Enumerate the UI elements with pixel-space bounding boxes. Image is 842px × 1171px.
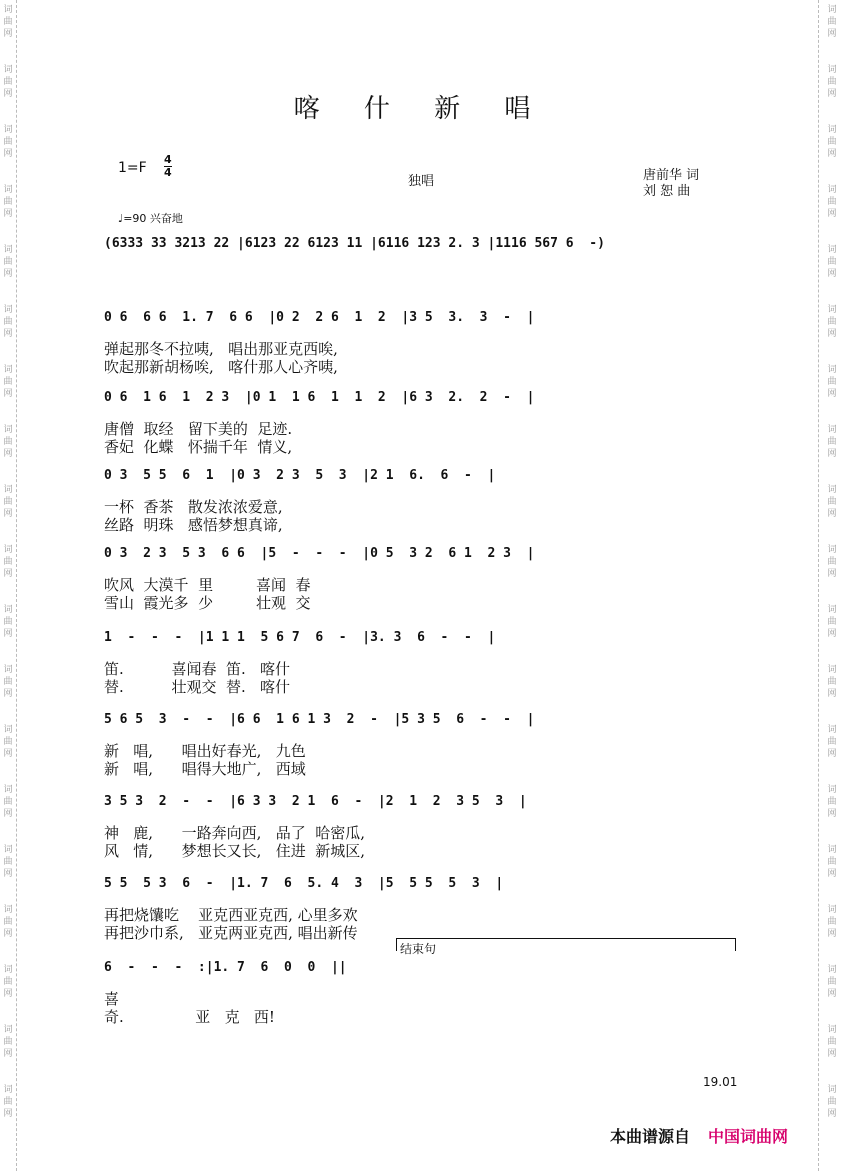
composer-credit: 刘 恕 曲 (643, 184, 691, 199)
lyric-line: 一杯 香茶 散发浓浓爱意, (104, 498, 283, 516)
watermark-text: 词曲网 (827, 845, 837, 879)
lyric-line: 唐僧 取经 留下美的 足迹. (104, 420, 293, 438)
lyric-line: 吹风 大漠千 里 喜闻 春 (104, 576, 311, 594)
watermark-text: 词曲网 (3, 965, 13, 999)
tempo-marking: ♩=90 兴奋地 (118, 212, 183, 225)
watermark-text: 词曲网 (3, 125, 13, 159)
watermark-text: 词曲网 (827, 785, 837, 819)
date-label: 19.01 (703, 1075, 738, 1089)
page-title: 喀 什 新 唱 (293, 94, 549, 124)
watermark-text: 词曲网 (827, 725, 837, 759)
notation-line: 3 5 3 2 - - |6 3 3 2 1 6 - |2 1 2 3 5 3 | (104, 794, 527, 809)
watermark-text: 词曲网 (827, 545, 837, 579)
watermark-text: 词曲网 (3, 785, 13, 819)
lyric-line: 香妃 化蝶 怀揣千年 情义, (104, 438, 293, 456)
notation-line: (6333 33 3213 22 |6123 22 6123 11 |6116 123 2. 3 |1116 567 6 -) (104, 236, 605, 251)
watermark-text: 词曲网 (827, 425, 837, 459)
source-credit (610, 1124, 788, 1147)
watermark-text: 词曲网 (3, 665, 13, 699)
watermark-text: 词曲网 (827, 5, 837, 39)
ending-label: 结束句 (400, 942, 437, 956)
watermark-text: 词曲网 (827, 245, 837, 279)
time-signature: 4 4 (164, 153, 172, 179)
watermark-text: 词曲网 (3, 1085, 13, 1119)
lyric-line: 新 唱, 唱出好春光, 九色 (104, 742, 306, 760)
watermark-text: 词曲网 (3, 845, 13, 879)
watermark-text: 词曲网 (827, 1025, 837, 1059)
lyric-line: 雪山 霞光多 少 壮观 交 (104, 594, 311, 612)
lyric-line: 丝路 明珠 感悟梦想真谛, (104, 516, 283, 534)
watermark-text: 词曲网 (3, 605, 13, 639)
notation-line: 6 - - - :|1. 7 6 0 0 || (104, 960, 347, 975)
watermark-text: 词曲网 (827, 605, 837, 639)
lyric-line: 神 鹿, 一路奔向西, 品了 哈密瓜, (104, 824, 366, 842)
source-prefix: 本曲谱源自 (610, 1127, 691, 1146)
watermark-text: 词曲网 (3, 485, 13, 519)
watermark-text: 词曲网 (3, 185, 13, 219)
watermark-text: 词曲网 (827, 485, 837, 519)
watermark-text: 词曲网 (3, 245, 13, 279)
watermark-text: 词曲网 (3, 905, 13, 939)
watermark-text: 词曲网 (827, 1085, 837, 1119)
lyric-line: 笛. 喜闻春 笛. 喀什 (104, 660, 291, 678)
watermark-text: 词曲网 (3, 725, 13, 759)
notation-line: 5 6 5 3 - - |6 6 1 6 1 3 2 - |5 3 5 6 - - | (104, 712, 535, 727)
key-signature: 1=F (118, 160, 147, 176)
watermark-text: 词曲网 (3, 65, 13, 99)
lyric-line: 新 唱, 唱得大地广, 西域 (104, 760, 306, 778)
lyricist-credit: 唐前华 词 (643, 168, 700, 183)
lyric-line: 替. 壮观交 替. 喀什 (104, 678, 291, 696)
notation-line: 0 3 5 5 6 1 |0 3 2 3 5 3 |2 1 6. 6 - | (104, 468, 496, 483)
watermark-text: 词曲网 (3, 545, 13, 579)
watermark-text: 词曲网 (827, 965, 837, 999)
notation-line: 1 - - - |1 1 1 5 6 7 6 - |3. 3 6 - - | (104, 630, 496, 645)
watermark-text: 词曲网 (3, 365, 13, 399)
watermark-text: 词曲网 (827, 125, 837, 159)
notation-line: 5 5 5 3 6 - |1. 7 6 5. 4 3 |5 5 5 5 3 | (104, 876, 504, 891)
watermark-text: 词曲网 (3, 305, 13, 339)
source-brand: 中国词曲网 (708, 1127, 789, 1146)
ending-bracket (396, 938, 736, 939)
watermark-text: 词曲网 (827, 65, 837, 99)
watermark-text: 词曲网 (827, 665, 837, 699)
watermark-text: 词曲网 (827, 905, 837, 939)
lyric-line: 再把烧馕吃 亚克西亚克西, 心里多欢 (104, 906, 358, 924)
watermark-text: 词曲网 (827, 185, 837, 219)
voice-type: 独唱 (408, 174, 435, 189)
lyric-line: 吹起那新胡杨唉, 喀什那人心齐咦, (104, 358, 338, 376)
lyric-line: 喜 (104, 990, 120, 1008)
watermark-text: 词曲网 (827, 365, 837, 399)
notation-line: 0 6 1 6 1 2 3 |0 1 1 6 1 1 2 |6 3 2. 2 - | (104, 390, 535, 405)
watermark-text: 词曲网 (3, 1025, 13, 1059)
lyric-line: 奇. 亚 克 西! (104, 1008, 275, 1026)
watermark-text: 词曲网 (827, 305, 837, 339)
lyric-line: 弹起那冬不拉咦, 唱出那亚克西唉, (104, 340, 338, 358)
notation-line: 0 3 2 3 5 3 6 6 |5 - - - |0 5 3 2 6 1 2 3 | (104, 546, 535, 561)
lyric-line: 风 情, 梦想长又长, 住进 新城区, (104, 842, 366, 860)
watermark-text: 词曲网 (3, 425, 13, 459)
watermark-text: 词曲网 (3, 5, 13, 39)
notation-line: 0 6 6 6 1. 7 6 6 |0 2 2 6 1 2 |3 5 3. 3 - | (104, 310, 535, 325)
lyric-line: 再把沙巾系, 亚克两亚克西, 唱出新传 (104, 924, 358, 942)
